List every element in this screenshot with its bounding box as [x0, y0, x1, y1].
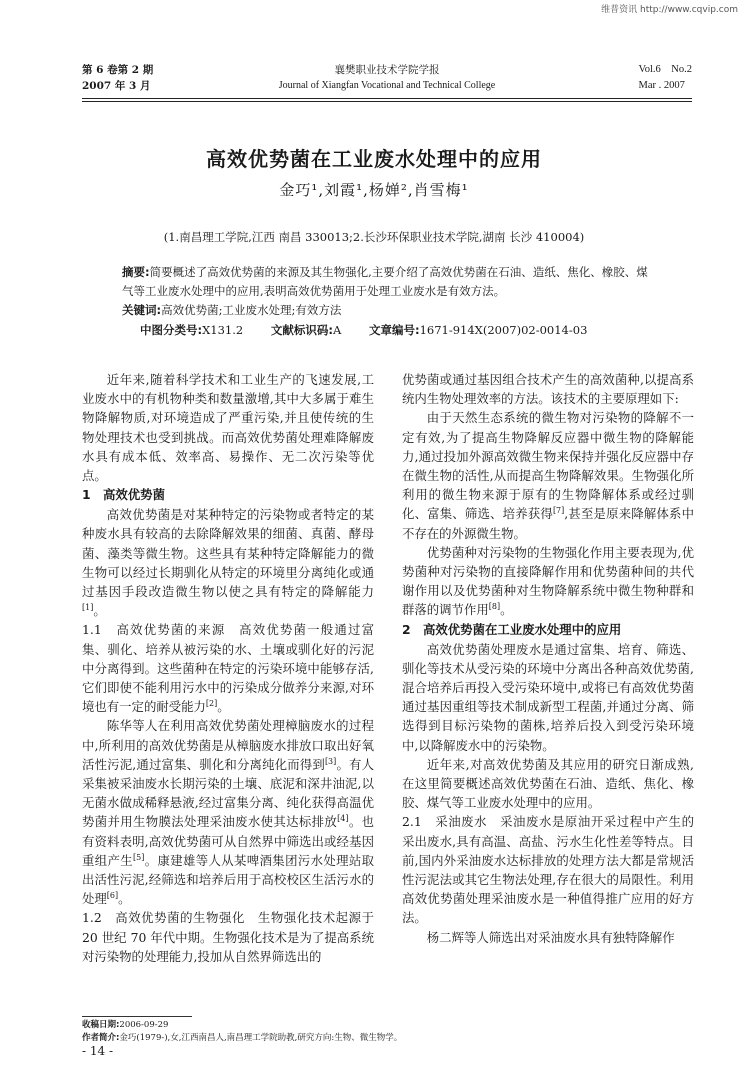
article-number-label: 文章编号:: [368, 323, 420, 337]
issue-date-en: Mar . 2007: [638, 80, 685, 91]
received-value: 2006-09-29: [119, 1020, 169, 1030]
received-date: [82, 1019, 402, 1032]
paper-title: 高效优势菌在工业废水处理中的应用: [206, 147, 542, 171]
paragraph: 近年来,随着科学技术和工业生产的飞速发展,工业废水中的有机物种类和数量激增,其中大多属于难生物降解物质,对环境造成了严重污染,并且使传统的生物处理技术也受到挑战。而高效优势菌处理难降解废水具有成本低、效率高、易操作、无二次污染等优点。: [82, 372, 374, 484]
journal-header: [82, 62, 692, 96]
paragraph: 近年来,对高效优势菌及其应用的研究日渐成熟,在这里简要概述高效优势菌在石油、造纸、焦化、橡胶、煤气等工业废水处理中的应用。: [402, 756, 694, 811]
paragraph-text: 。有人采集被采油废水长期污染的土壤、底泥和深井油泥,以无菌水做成稀释悬液,经过富集分离、纯化获得高温优势菌并用生物膜法处理采油废水使其达标排放: [82, 756, 374, 830]
paragraph-text: 高效优势菌是对某种特定的污染物或者特定的某种废水具有较高的去除降解效果的细菌、真菌、酵母菌、藻类等微生物。这些具有某种特定降解能力的微生物可以经过长期驯化从特定的环境里分离纯化或通过基因手段改造微生物以使之具有特定的降解能力: [82, 507, 374, 600]
issue-info-en: [639, 62, 692, 94]
abstract-text: 简要概述了高效优势菌的来源及其生物强化,主要介绍了高效优势菌在石油、造纸、焦化、橡胶、煤气等工业废水处理中的应用,表明高效优势菌用于处理工业废水是有效方法。: [122, 265, 648, 298]
doc-code-value: A: [332, 323, 342, 337]
abstract-block: [122, 263, 656, 320]
citation: [2]: [205, 699, 218, 709]
citation: [3]: [324, 756, 337, 766]
citation: [7]: [552, 506, 565, 516]
paragraph-text: 。: [93, 603, 106, 619]
keywords: [122, 301, 656, 320]
page-number: - 14 -: [82, 1044, 114, 1058]
subsection-heading: 2.1 采油废水: [402, 814, 488, 830]
author-bio-label: 作者简介:: [82, 1033, 120, 1043]
paragraph: [82, 716, 374, 908]
paper-authors: 金巧¹,刘霞¹,杨婵²,肖雪梅¹: [279, 181, 469, 199]
received-label: 收稿日期:: [82, 1020, 120, 1030]
keywords-text: 高效优势菌;工业废水处理;有效方法: [161, 303, 342, 317]
paragraph-text: 。: [500, 602, 513, 618]
paragraph: [402, 408, 694, 542]
citation: [8]: [488, 602, 501, 612]
citation: [5]: [133, 852, 145, 862]
subsection-heading: 1.1 高效优势菌的来源: [82, 622, 226, 638]
author-bio: [82, 1032, 402, 1045]
footnotes: [82, 1019, 402, 1045]
paragraph: 优势菌或通过基因组合技术产生的高效菌种,以提高系统内生物处理效率的方法。该技术的主要原理如下:: [402, 372, 694, 407]
issue-volume-en: Vol.6 No.2: [638, 64, 692, 75]
paragraph: 杨二辉等人筛选出对采油废水具有独特降解作: [426, 929, 675, 945]
clc-value: X131.2: [202, 323, 244, 337]
clc-label: 中图分类号:: [140, 323, 203, 337]
journal-name-en: Journal of Xiangfan Vocational and Technical College: [278, 80, 496, 91]
citation: [1]: [82, 603, 94, 613]
paragraph-text: 优势菌种对污染物的生物强化作用主要表现为,优势菌种对污染物的直接降解作用和优势菌种间的共代谢作用以及优势菌种对生物降解系统中微生物种群和群落的调节作用: [402, 544, 694, 618]
header-rule: [82, 98, 692, 99]
paragraph-text: ,甚至是原来降解体系中不存在的外源微生物。: [402, 506, 694, 541]
citation: [6]: [106, 891, 119, 901]
paragraph: [402, 543, 694, 620]
issue-date: 2007 年 3 月: [82, 80, 151, 92]
abstract-label: 摘要:: [122, 265, 150, 279]
paragraph-text: 。: [217, 699, 230, 715]
journal-name: [82, 62, 692, 94]
footnote-rule: [82, 1016, 192, 1017]
right-column: [402, 370, 694, 947]
citation: [4]: [337, 814, 349, 824]
abstract: [122, 263, 656, 301]
keywords-label: 关键词:: [122, 303, 162, 317]
issue-volume: 第 6 卷第 2 期: [82, 64, 154, 76]
paragraph: 高效优势菌处理废水是通过富集、培育、筛选、驯化等技术从受污染的环境中分离出各种高效优势菌,混合培养后再投入受污染环境中,或将已有高效优势菌通过基因重组等技术制成新型工程菌,并通过分离、筛选得到目标污染物的菌株,培养后投入到受污染环境中,以降解废水中的污染物。: [402, 641, 694, 753]
doc-code-label: 文献标识码:: [270, 323, 333, 337]
section-heading: 1 高效优势菌: [82, 487, 165, 503]
header-rule-thin: [82, 101, 692, 102]
paragraph-text: 生物强化技术起源于 20 世纪 70 年代中期。生物强化技术是为了提高系统对污染物的处理能力,投加从自然界筛选出的: [82, 910, 374, 964]
classification-line: [140, 322, 587, 338]
section-heading: 2 高效优势菌在工业废水处理中的应用: [402, 621, 622, 637]
paragraph-text: 。也有资料表明,高效优势菌可从自然界中筛选出或经基因重组产生: [82, 814, 375, 868]
subsection-heading: 1.2 高效优势菌的生物强化: [82, 910, 245, 926]
watermark: 维普资讯 http://www.cqvip.com: [601, 5, 738, 15]
paragraph-text: 高效优势菌一般通过富集、驯化、培养从被污染的水、土壤或驯化好的污泥中分离得到。这些菌种在特定的污染环境中能够存活,它们即使不能利用污水中的污染成分做养分来源,对环境也有一定的耐受能力: [82, 622, 375, 715]
paragraph-text: 由于天然生态系统的微生物对污染物的降解不一定有效,为了提高生物降解反应器中微生物的降解能力,通过投加外源高效微生物来保持并强化反应器中存在微生物的活性,从而提高生物降解效果。生物强化所利用的微生物来源于原有的生物降解体系或经过驯化、富集、筛选、培养获得: [402, 410, 694, 522]
paragraph-text: 。: [118, 891, 131, 907]
left-column: [82, 370, 374, 966]
journal-name-cn: 襄樊职业技术学院学报: [334, 64, 440, 76]
paragraph-text: 陈华等人在利用高效优势菌处理樟脑废水的过程中,所利用的高效优势菌是从樟脑废水排放口取出好氧活性污泥,通过富集、驯化和分离纯化而得到: [82, 718, 374, 772]
author-affiliation: (1.南昌理工学院,江西 南昌 330013;2.长沙环保职业技术学院,湖南 长沙 410004): [163, 230, 585, 244]
paragraph: [82, 505, 374, 620]
author-bio-text: 金巧(1979-),女,江西南昌人,南昌理工学院助教,研究方向:生物、微生物学。: [119, 1033, 403, 1043]
paragraph-text: 采油废水是原油开采过程中产生的采出废水,具有高温、高盐、污水生化性差等特点。目前,国内外采油废水达标排放的处理方法大都是常规活性污泥法或其它生物法处理,存在很大的局限性。利用高效优势菌处理采油废水是一种值得推广应用的好方法。: [402, 814, 694, 926]
paragraph-text: 。康建雄等人从某啤酒集团污水处理站取出活性污泥,经筛选和培养后用于高校校区生活污水的处理: [82, 852, 375, 907]
article-number-value: 1671-914X(2007)02-0014-03: [419, 323, 588, 337]
